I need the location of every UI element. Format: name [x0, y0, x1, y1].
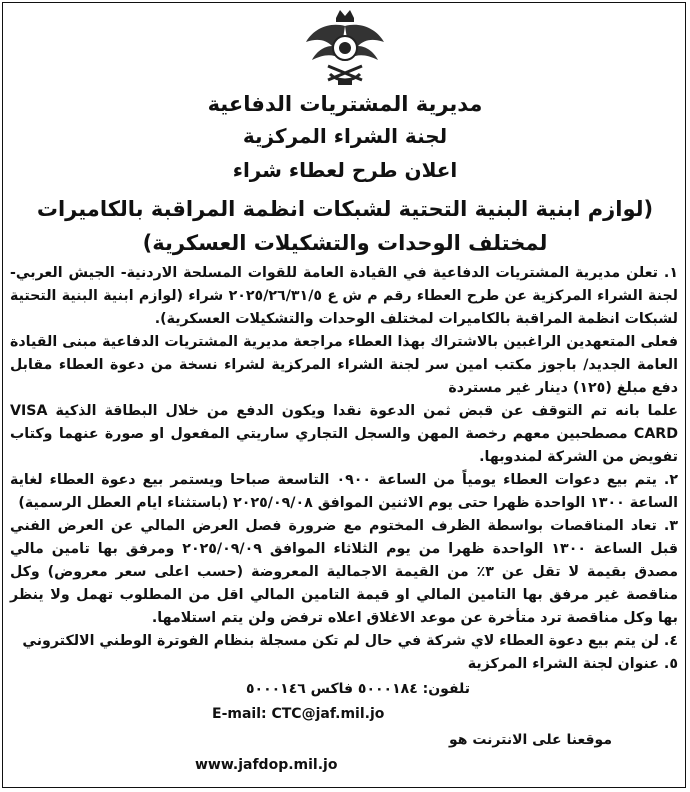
tender-subject: (لوازم ابنية البنية التحتية لشبكات انظمة المراقبة بالكاميرات لمختلف الوحدات والتشكيلات العسكرية)	[36, 197, 654, 255]
paragraph-4: ٢. يتم بيع دعوات العطاء يومياً من الساعة ٠٩٠٠ التاسعة صباحا ويستمر بيع دعوة العطاء لغاية الساعة ١٣٠٠ الواحدة ظهرا حتى يوم الاثنين الموافق ٢٠٢٥/٠٩/٠٨ (باستثناء ايام العطل الرسمية)	[10, 472, 678, 511]
paragraph-6: ٤. لن يتم بيع دعوة العطاء لاي شركة في حال لم تكن مسجلة بنظام الفوترة الوطني الالكتروني	[22, 633, 678, 649]
phone-fax: تلفون: ٥٠٠٠١٨٤ فاكس ٥٠٠٠١٤٦	[245, 681, 470, 697]
jaf-emblem-icon	[300, 8, 390, 88]
website-link[interactable]: www.jafdop.mil.jo	[195, 757, 338, 773]
committee-title: لجنة الشراء المركزية	[242, 124, 448, 148]
paragraph-7: ٥. عنوان لجنة الشراء المركزية	[467, 656, 678, 672]
announcement-title: اعلان طرح لعطاء شراء	[232, 158, 458, 182]
paragraph-1: ١. تعلن مديرية المشتريات الدفاعية في القيادة العامة للقوات المسلحة الاردنية- الجيش العربي- لجنة الشراء المركزية عن طرح العطاء رقم م ش ع ٢٠٢٥/٢٦/٣١/٥ شراء (لوازم ابنية البنية التحتية لشبكات انظمة المراقبة بالكاميرات لمختلف الوحدات والتشكيلات العسكرية).	[10, 265, 678, 327]
paragraph-5: ٣. تعاد المناقصات بواسطة الظرف المختوم مع ضرورة فصل العرض المالي عن العرض الفني قبل الساعة ١٣٠٠ الواحدة ظهرا من يوم الثلاثاء الموافق ٢٠٢٥/٠٩/٠٩ ومرفق بها تامين مالي مصدق بقيمة لا تقل عن ٣٪ من القيمة الاجمالية المعروضة (حسب اعلى سعر معروض) وكل مناقصة غير مرفق بها التامين المالي او قيمة التامين المالي اقل من المطلوب تهمل ولا ينظر بها وكل مناقصة ترد متأخرة عن موعد الاغلاق اعلاه ترفض ولن يتم استلامها.	[10, 518, 679, 626]
paragraph-2: فعلى المتعهدين الراغبين بالاشتراك بهذا العطاء مراجعة مديرية المشتريات الدفاعية مبنى القيادة العامة الجديد/ باجوز مكتب امين سر لجنة الشراء المركزية لشراء نسخة من دعوة العطاء مقابل دفع مبلغ (١٢٥) دينار غير مستردة	[10, 334, 678, 396]
website-label: موقعنا على الانترنت هو	[448, 732, 612, 748]
paragraph-3: علما بانه تم التوقف عن قبض ثمن الدعوة نقدا ويكون الدفع من خلال البطاقة الذكية VISA CARD مصطحبين معهم رخصة المهن والسجل التجاري ساريتي المفعول او صورة عنهما وكتاب تفويض من الشركة لمندوبها.	[10, 403, 678, 465]
directorate-title: مديرية المشتريات الدفاعية	[207, 92, 483, 116]
email-address[interactable]: E-mail: CTC@jaf.mil.jo	[212, 706, 385, 722]
announcement-body	[10, 262, 678, 676]
